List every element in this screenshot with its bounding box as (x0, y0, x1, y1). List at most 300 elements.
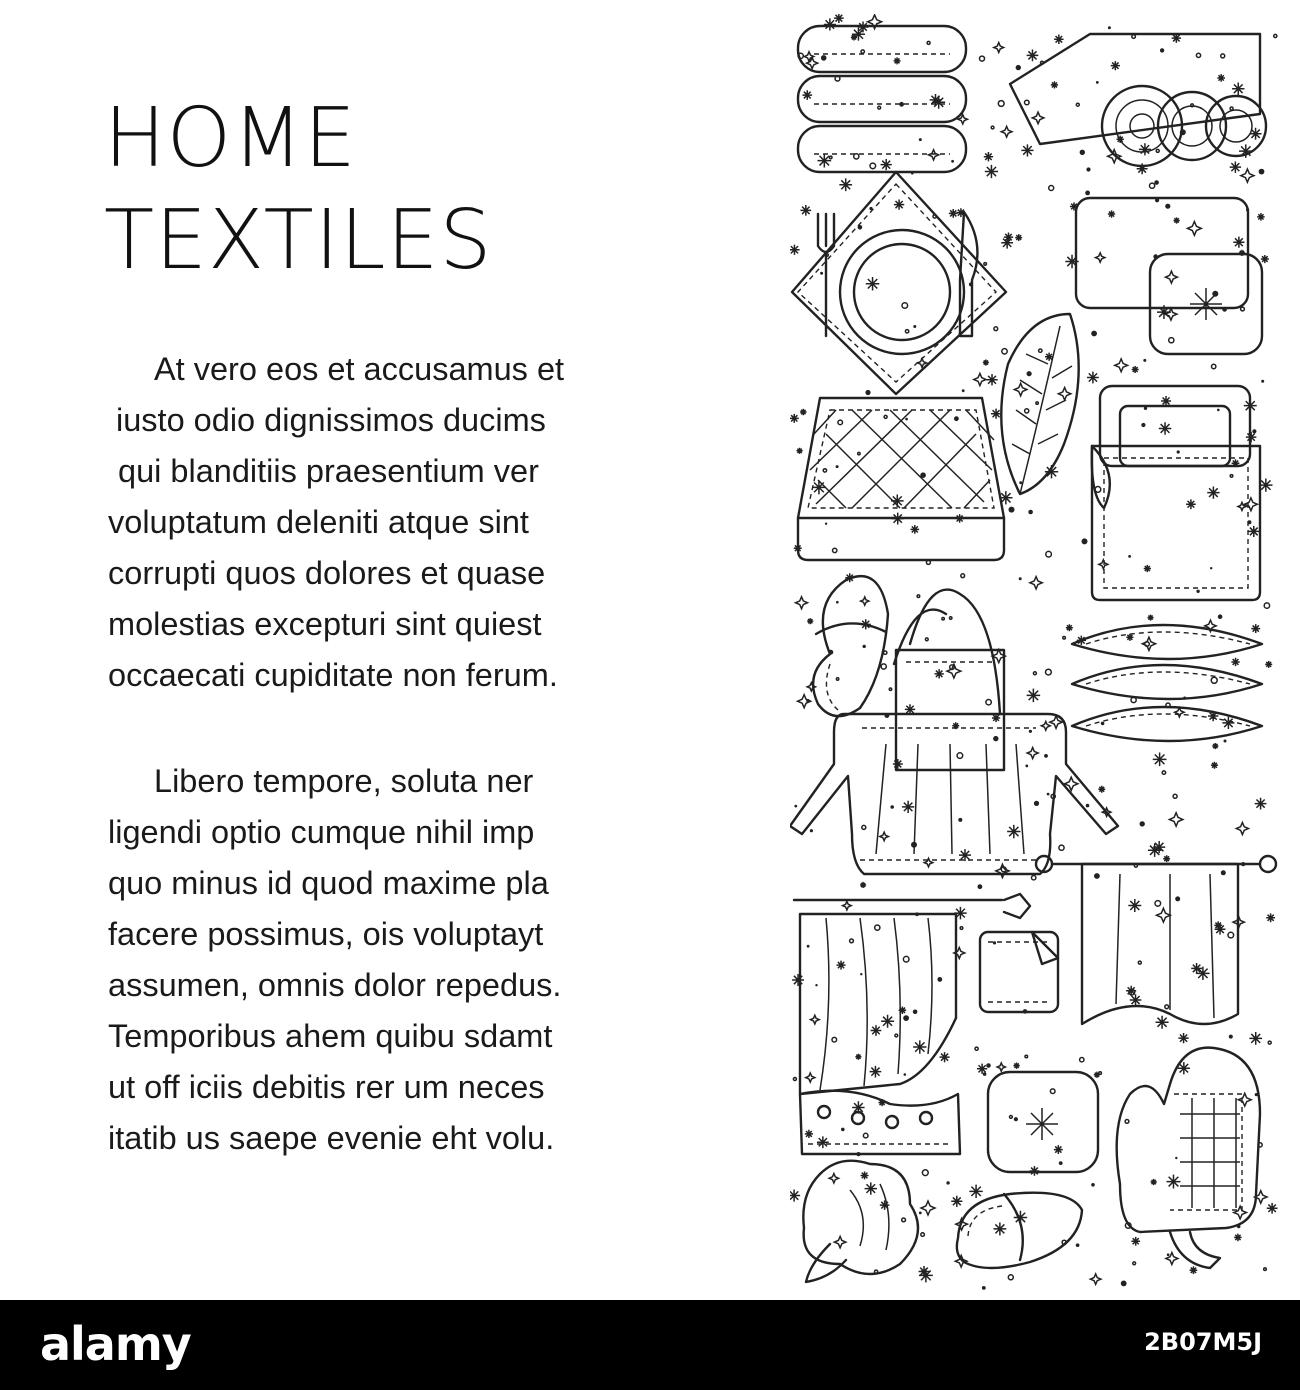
sparkle-icon (1001, 126, 1012, 137)
blanket-icon (1092, 386, 1260, 600)
sparkle-icon (824, 18, 836, 30)
sparkle-icon (793, 1078, 796, 1081)
sparkle-icon (866, 277, 880, 291)
sparkle-icon (862, 825, 866, 829)
sparkle-icon (950, 617, 952, 619)
sparkle-icon (1259, 478, 1272, 491)
sparkle-icon (986, 1063, 991, 1068)
paragraph-line: qui blanditiis praesentium ver (118, 453, 539, 489)
sparkle-icon (1151, 1179, 1157, 1185)
sparkle-icon (1009, 507, 1015, 513)
sparkle-icon (984, 152, 993, 161)
sparkle-icon (1059, 1161, 1063, 1165)
sparkle-icon (812, 480, 826, 494)
sparkle-icon (1010, 1116, 1013, 1119)
sparkle-icon (1027, 748, 1038, 759)
sparkle-icon (1002, 349, 1007, 354)
sparkle-icon (1236, 823, 1248, 835)
sparkle-icon (806, 699, 810, 703)
sparkle-icon (810, 1015, 819, 1024)
sparkle-icon (806, 1073, 815, 1082)
sparkle-icon (993, 941, 996, 944)
napkin-icon (980, 932, 1058, 1012)
sparkle-icon (993, 736, 998, 741)
paragraph-1 (108, 344, 668, 701)
sparkle-icon (894, 199, 904, 209)
home-textiles-illustration (790, 14, 1280, 1294)
sparkle-icon (997, 1063, 1005, 1071)
sparkle-icon (833, 548, 837, 552)
sparkle-icon (1019, 481, 1022, 484)
apron-icon (790, 714, 1118, 874)
sparkle-icon (1091, 1183, 1095, 1187)
sparkle-icon (802, 90, 812, 100)
sparkle-icon (1032, 112, 1044, 124)
sparkle-icon (1165, 1005, 1169, 1009)
sparkle-icon (836, 601, 839, 604)
sparkle-icon (1046, 551, 1052, 557)
sparkle-icon (1090, 1274, 1100, 1284)
sparkle-icon (1217, 409, 1220, 412)
sparkle-icon (1014, 1117, 1018, 1121)
sparkle-icon (863, 645, 866, 648)
sparkle-icon (1159, 422, 1172, 435)
sparkle-icon (836, 465, 839, 468)
sparkle-icon (1034, 801, 1039, 806)
sparkle-icon (902, 1218, 906, 1222)
sparkle-icon (1126, 634, 1133, 641)
sparkle-icon (817, 154, 831, 168)
paragraph-line: itatib us saepe evenie eht volu. (108, 1120, 555, 1156)
paragraph-line: ligendi optio cumque nihil imp (108, 814, 535, 850)
sparkle-icon (1165, 271, 1177, 283)
sparkle-icon (991, 409, 1001, 419)
sparkle-icon (1086, 804, 1090, 808)
sparkle-icon (1044, 754, 1048, 758)
sparkle-icon (895, 1034, 898, 1037)
sparkle-icon (1173, 217, 1179, 223)
paragraph-line: ut off iciis debitis rer um neces (108, 1069, 545, 1105)
sparkle-icon (865, 390, 870, 395)
sparkle-icon (951, 1196, 962, 1207)
sparkle-icon (1248, 526, 1259, 537)
sparkle-icon (1025, 100, 1030, 105)
sparkle-icon (1033, 672, 1036, 675)
sparkle-icon (796, 597, 808, 609)
sparkle-icon (889, 688, 891, 690)
sparkle-icon (919, 138, 922, 141)
sparkle-icon (1032, 876, 1036, 880)
sparkle-icon (1027, 50, 1039, 62)
sparkle-icon (1001, 237, 1013, 249)
sparkle-icon (1063, 637, 1066, 640)
sparkle-icon (1177, 450, 1180, 453)
paragraph-2 (108, 756, 668, 1164)
sparkle-icon (800, 409, 807, 416)
sparkle-icon (983, 360, 989, 366)
sparkle-icon (1029, 730, 1032, 733)
sparkle-icon (1274, 34, 1277, 37)
sparkle-icon (1007, 825, 1020, 838)
alamy-logo: alamy (40, 1317, 191, 1371)
sparkle-icon (921, 1233, 925, 1237)
sparkle-icon (1030, 577, 1042, 589)
sparkle-icon (821, 55, 827, 61)
sparkle-icon (1230, 161, 1241, 172)
paragraph-line: Libero tempore, soluta ner (154, 763, 534, 799)
sparkle-icon (1080, 150, 1085, 155)
footer-bar (0, 1300, 1300, 1390)
sparkle-icon (913, 1010, 918, 1015)
sparkle-icon (1224, 740, 1227, 743)
sparkle-icon (841, 1128, 845, 1132)
sparkle-icon (1233, 237, 1244, 248)
sparkle-icon (1028, 510, 1033, 515)
sparkle-icon (820, 272, 823, 275)
sparkle-icon (942, 618, 944, 620)
sparkle-icon (1066, 624, 1073, 631)
sparkle-icon (1175, 896, 1180, 901)
sparkle-icon (1245, 498, 1258, 511)
sparkle-icon (1231, 658, 1239, 666)
image-id: 2B07M5J (1144, 1328, 1262, 1356)
sparkle-icon (1098, 786, 1105, 793)
sparkle-icon (1187, 222, 1201, 236)
sparkle-icon (881, 159, 892, 170)
sparkle-icon (823, 469, 826, 472)
tote-bag-icon (894, 590, 1004, 770)
sparkle-icon (1131, 1237, 1140, 1246)
sparkle-icon (1144, 565, 1151, 572)
sparkle-icon (1196, 53, 1200, 57)
sparkle-icon (1241, 169, 1254, 182)
sparkle-icon (998, 101, 1004, 107)
sparkle-icon (954, 416, 959, 421)
sparkle-icon (1212, 364, 1216, 368)
sparkle-icon (1051, 81, 1058, 88)
sparkle-icon (949, 209, 958, 218)
sparkle-icon (1058, 388, 1071, 401)
sparkle-icon (910, 525, 919, 534)
sparkle-icon (1101, 722, 1105, 726)
sparkle-icon (905, 418, 908, 421)
sparkle-icon (1222, 717, 1234, 729)
sparkle-icon (1039, 349, 1042, 352)
sparkle-icon (903, 1015, 909, 1021)
sparkle-icon (1130, 994, 1142, 1006)
cotton-icon (803, 1161, 918, 1282)
sparkle-icon (1155, 901, 1161, 907)
sparkle-icon (878, 106, 881, 109)
sparkle-icon (1234, 1234, 1242, 1242)
sparkle-icon (919, 1212, 922, 1215)
sparkle-icon (1234, 1206, 1247, 1219)
sparkle-icon (977, 1064, 987, 1074)
sparkle-icon (983, 1072, 987, 1076)
sparkle-icon (1047, 793, 1050, 796)
sparkle-icon (1046, 669, 1052, 675)
sparkle-icon (1257, 213, 1264, 220)
paragraph-line: facere possimus, ois voluptayt (108, 916, 544, 952)
sparkle-icon (991, 126, 994, 129)
sparkle-icon (978, 884, 983, 889)
sparkle-icon (1150, 183, 1155, 188)
sparkle-icon (794, 805, 797, 808)
paragraph-line: assumen, omnis dolor repedus. (108, 967, 562, 1003)
paragraph-line: Temporibus ahem quibu sdamt (108, 1018, 553, 1054)
sparkle-icon (1076, 103, 1079, 106)
sparkle-icon (837, 961, 846, 970)
towel-rail-icon (1036, 856, 1276, 1024)
sparkle-icon (1153, 841, 1165, 853)
sparkle-icon (974, 373, 986, 385)
paragraph-line: iusto odio dignissimos ducims (116, 402, 546, 438)
sparkle-icon (937, 977, 942, 982)
sparkle-icon (1021, 144, 1033, 156)
sparkle-icon (1196, 590, 1199, 593)
sparkle-icon (792, 974, 804, 986)
sparkle-icon (884, 415, 887, 418)
sparkle-icon (1190, 1266, 1198, 1274)
feather-icon (1001, 314, 1078, 494)
title-line-home: HOME (104, 91, 357, 186)
sparkle-icon (1096, 81, 1099, 84)
sparkle-icon (1013, 1062, 1019, 1068)
sparkle-icon (1230, 475, 1233, 478)
sparkle-icon (1025, 409, 1029, 413)
sparkle-icon (994, 327, 998, 331)
sparkle-icon (1027, 689, 1041, 703)
sparkle-icon (1162, 771, 1165, 774)
sparkle-icon (1025, 1055, 1028, 1058)
paragraph-line: voluptatum deleniti atque sint (108, 504, 529, 540)
sparkle-icon (1165, 204, 1170, 209)
sparkle-icon (1094, 873, 1100, 879)
sparkle-icon (861, 50, 864, 53)
sparkle-icon (1191, 963, 1202, 974)
sparkle-icon (951, 160, 954, 163)
sparkle-icon (1261, 380, 1264, 383)
sparkle-icon (1169, 813, 1182, 826)
sparkle-icon (1050, 1089, 1055, 1094)
sparkle-icon (1008, 1275, 1013, 1280)
slipper-icon (813, 576, 888, 716)
sparkle-icon (815, 984, 817, 986)
sparkle-icon (1259, 169, 1265, 175)
sparkle-icon (790, 245, 800, 255)
sparkle-icon (1133, 1262, 1136, 1265)
sparkle-icon (961, 574, 965, 578)
sparkle-icon (880, 832, 889, 841)
sparkle-icon (904, 1073, 907, 1076)
sparkle-icon (1212, 743, 1218, 749)
sparkle-icon (969, 1185, 982, 1198)
slippers-icon (957, 1193, 1082, 1268)
sparkle-icon (1128, 899, 1141, 912)
sparkle-icon (905, 330, 908, 333)
sparkle-icon (790, 1190, 800, 1202)
sparkle-icon (1265, 661, 1272, 668)
sparkle-icon (1016, 65, 1021, 70)
sparkle-icon (1268, 1041, 1271, 1044)
page-title (104, 88, 492, 292)
sparkle-icon (1221, 54, 1225, 58)
sparkle-icon (1173, 794, 1177, 798)
sparkle-icon (836, 678, 838, 680)
sparkle-icon (1241, 307, 1245, 311)
sparkle-icon (1082, 538, 1088, 544)
sparkle-icon (1108, 210, 1115, 217)
sparkle-pattern (790, 14, 1277, 1290)
sparkle-icon (1153, 752, 1167, 766)
sparkle-icon (1264, 603, 1269, 608)
sparkle-icon (807, 618, 813, 624)
sparkle-icon (1132, 366, 1139, 373)
sparkle-icon (1218, 614, 1223, 619)
sparkle-icon (928, 150, 938, 160)
paragraph-line: At vero eos et accusamus et (154, 351, 565, 387)
sparkle-icon (858, 452, 860, 454)
sparkle-icon (913, 1040, 926, 1053)
sparkle-icon (1087, 372, 1099, 384)
sparkle-icon (1255, 798, 1267, 810)
sparkle-icon (881, 664, 886, 669)
sparkle-icon (1095, 253, 1104, 262)
sparkle-icon (980, 56, 985, 61)
sparkle-icon (957, 753, 963, 759)
sparkle-icon (1238, 1093, 1251, 1106)
sparkle-icon (993, 1223, 1006, 1236)
sparkle-icon (1221, 870, 1226, 875)
sparkle-icon (1252, 429, 1256, 433)
sparkle-icon (1156, 149, 1159, 152)
sparkle-icon (829, 1174, 838, 1183)
sparkle-icon (870, 163, 876, 169)
sparkle-icon (851, 34, 857, 40)
sparkle-icon (903, 956, 909, 962)
sparkle-icon (940, 1052, 950, 1062)
sparkle-icon (860, 973, 862, 975)
sparkle-icon (1025, 765, 1028, 768)
sparkle-icon (843, 901, 852, 910)
sparkle-icon (1178, 1033, 1188, 1043)
sparkle-icon (807, 945, 810, 948)
sparkle-icon (839, 178, 852, 191)
sparkle-icon (1019, 577, 1022, 580)
sparkle-icon (805, 1130, 813, 1138)
sparkle-icon (917, 595, 920, 598)
sparkle-icon (861, 597, 869, 605)
sparkle-icon (1175, 1157, 1177, 1159)
title-line-textiles: TEXTILES (104, 193, 493, 288)
sparkle-icon (1157, 908, 1171, 922)
sparkle-icon (986, 374, 997, 385)
sparkle-icon (1121, 1281, 1127, 1287)
sparkle-icon (1108, 26, 1111, 29)
sparkle-icon (985, 165, 998, 178)
sparkle-icon (1210, 567, 1212, 569)
sparkle-icon (1128, 555, 1131, 558)
sparkle-icon (1186, 499, 1196, 509)
sparkle-icon (1086, 167, 1090, 171)
sparkle-icon (955, 1255, 967, 1267)
sparkle-icon (986, 700, 991, 705)
sparkle-icon (838, 420, 843, 425)
sparkle-icon (902, 303, 908, 309)
sparkle-icon (790, 414, 799, 423)
sparkle-icon (1211, 677, 1217, 683)
sparkle-icon (1230, 107, 1233, 110)
sparkle-icon (958, 818, 962, 822)
sparkle-icon (982, 1286, 986, 1290)
mattress-icon (798, 398, 1004, 560)
sparkle-icon (1027, 371, 1032, 376)
sparkle-icon (1261, 255, 1269, 263)
sparkle-icon (850, 939, 854, 943)
sparkle-icon (975, 1047, 978, 1050)
sparkle-icon (960, 927, 963, 930)
sparkle-icon (817, 1136, 829, 1148)
sparkle-icon (1267, 1203, 1278, 1214)
sparkle-icon (810, 829, 813, 832)
sparkle-icon (1126, 986, 1136, 996)
sparkle-icon (871, 1025, 882, 1036)
paragraph-line: molestias excepturi sint quiest (108, 606, 542, 642)
sparkle-icon (962, 389, 965, 392)
sparkle-icon (1054, 1145, 1063, 1154)
paragraph-line: quo minus id quod maxime pla (108, 865, 549, 901)
sparkle-icon (946, 1181, 949, 1184)
paragraph-line: corrupti quos dolores et quase (108, 555, 546, 591)
sparkle-icon (894, 57, 901, 64)
folded-towels-icon (798, 26, 966, 172)
sparkle-icon (1125, 1120, 1129, 1124)
sparkle-icon (834, 14, 844, 23)
sparkle-icon (1041, 721, 1050, 730)
sparkle-icon (919, 1266, 930, 1277)
sparkle-icon (1264, 1268, 1267, 1271)
sparkle-icon (1014, 383, 1027, 396)
sparkle-icon (1001, 867, 1006, 872)
sparkle-icon (834, 1236, 845, 1247)
rolled-towels-icon (1010, 34, 1266, 166)
sparkle-icon (1217, 74, 1225, 82)
sparkle-icon (1207, 486, 1219, 498)
sparkle-icon (881, 1015, 894, 1028)
sparkle-icon (927, 41, 930, 44)
sparkle-icon (825, 523, 827, 525)
sparkle-icon (1251, 624, 1260, 633)
sparkle-icon (1138, 961, 1141, 964)
sparkle-icon (913, 325, 916, 328)
sparkle-icon (1229, 1035, 1233, 1039)
sparkle-icon (1167, 1253, 1170, 1256)
sparkle-icon (994, 43, 1004, 53)
sparkle-icon (1132, 35, 1136, 39)
sparkle-icon (1154, 180, 1159, 185)
sparkle-icon (935, 669, 944, 678)
sparkle-icon (890, 805, 894, 809)
sparkle-icon (1059, 845, 1064, 850)
sparkle-icon (1091, 331, 1097, 337)
sparkle-icon (984, 263, 987, 266)
sparkle-icon (829, 156, 832, 159)
sparkle-icon (925, 638, 928, 641)
sparkle-icon (800, 205, 811, 216)
sparkle-icon (1080, 1058, 1084, 1062)
sparkle-icon (921, 1201, 935, 1215)
sparkle-icon (1211, 762, 1218, 769)
